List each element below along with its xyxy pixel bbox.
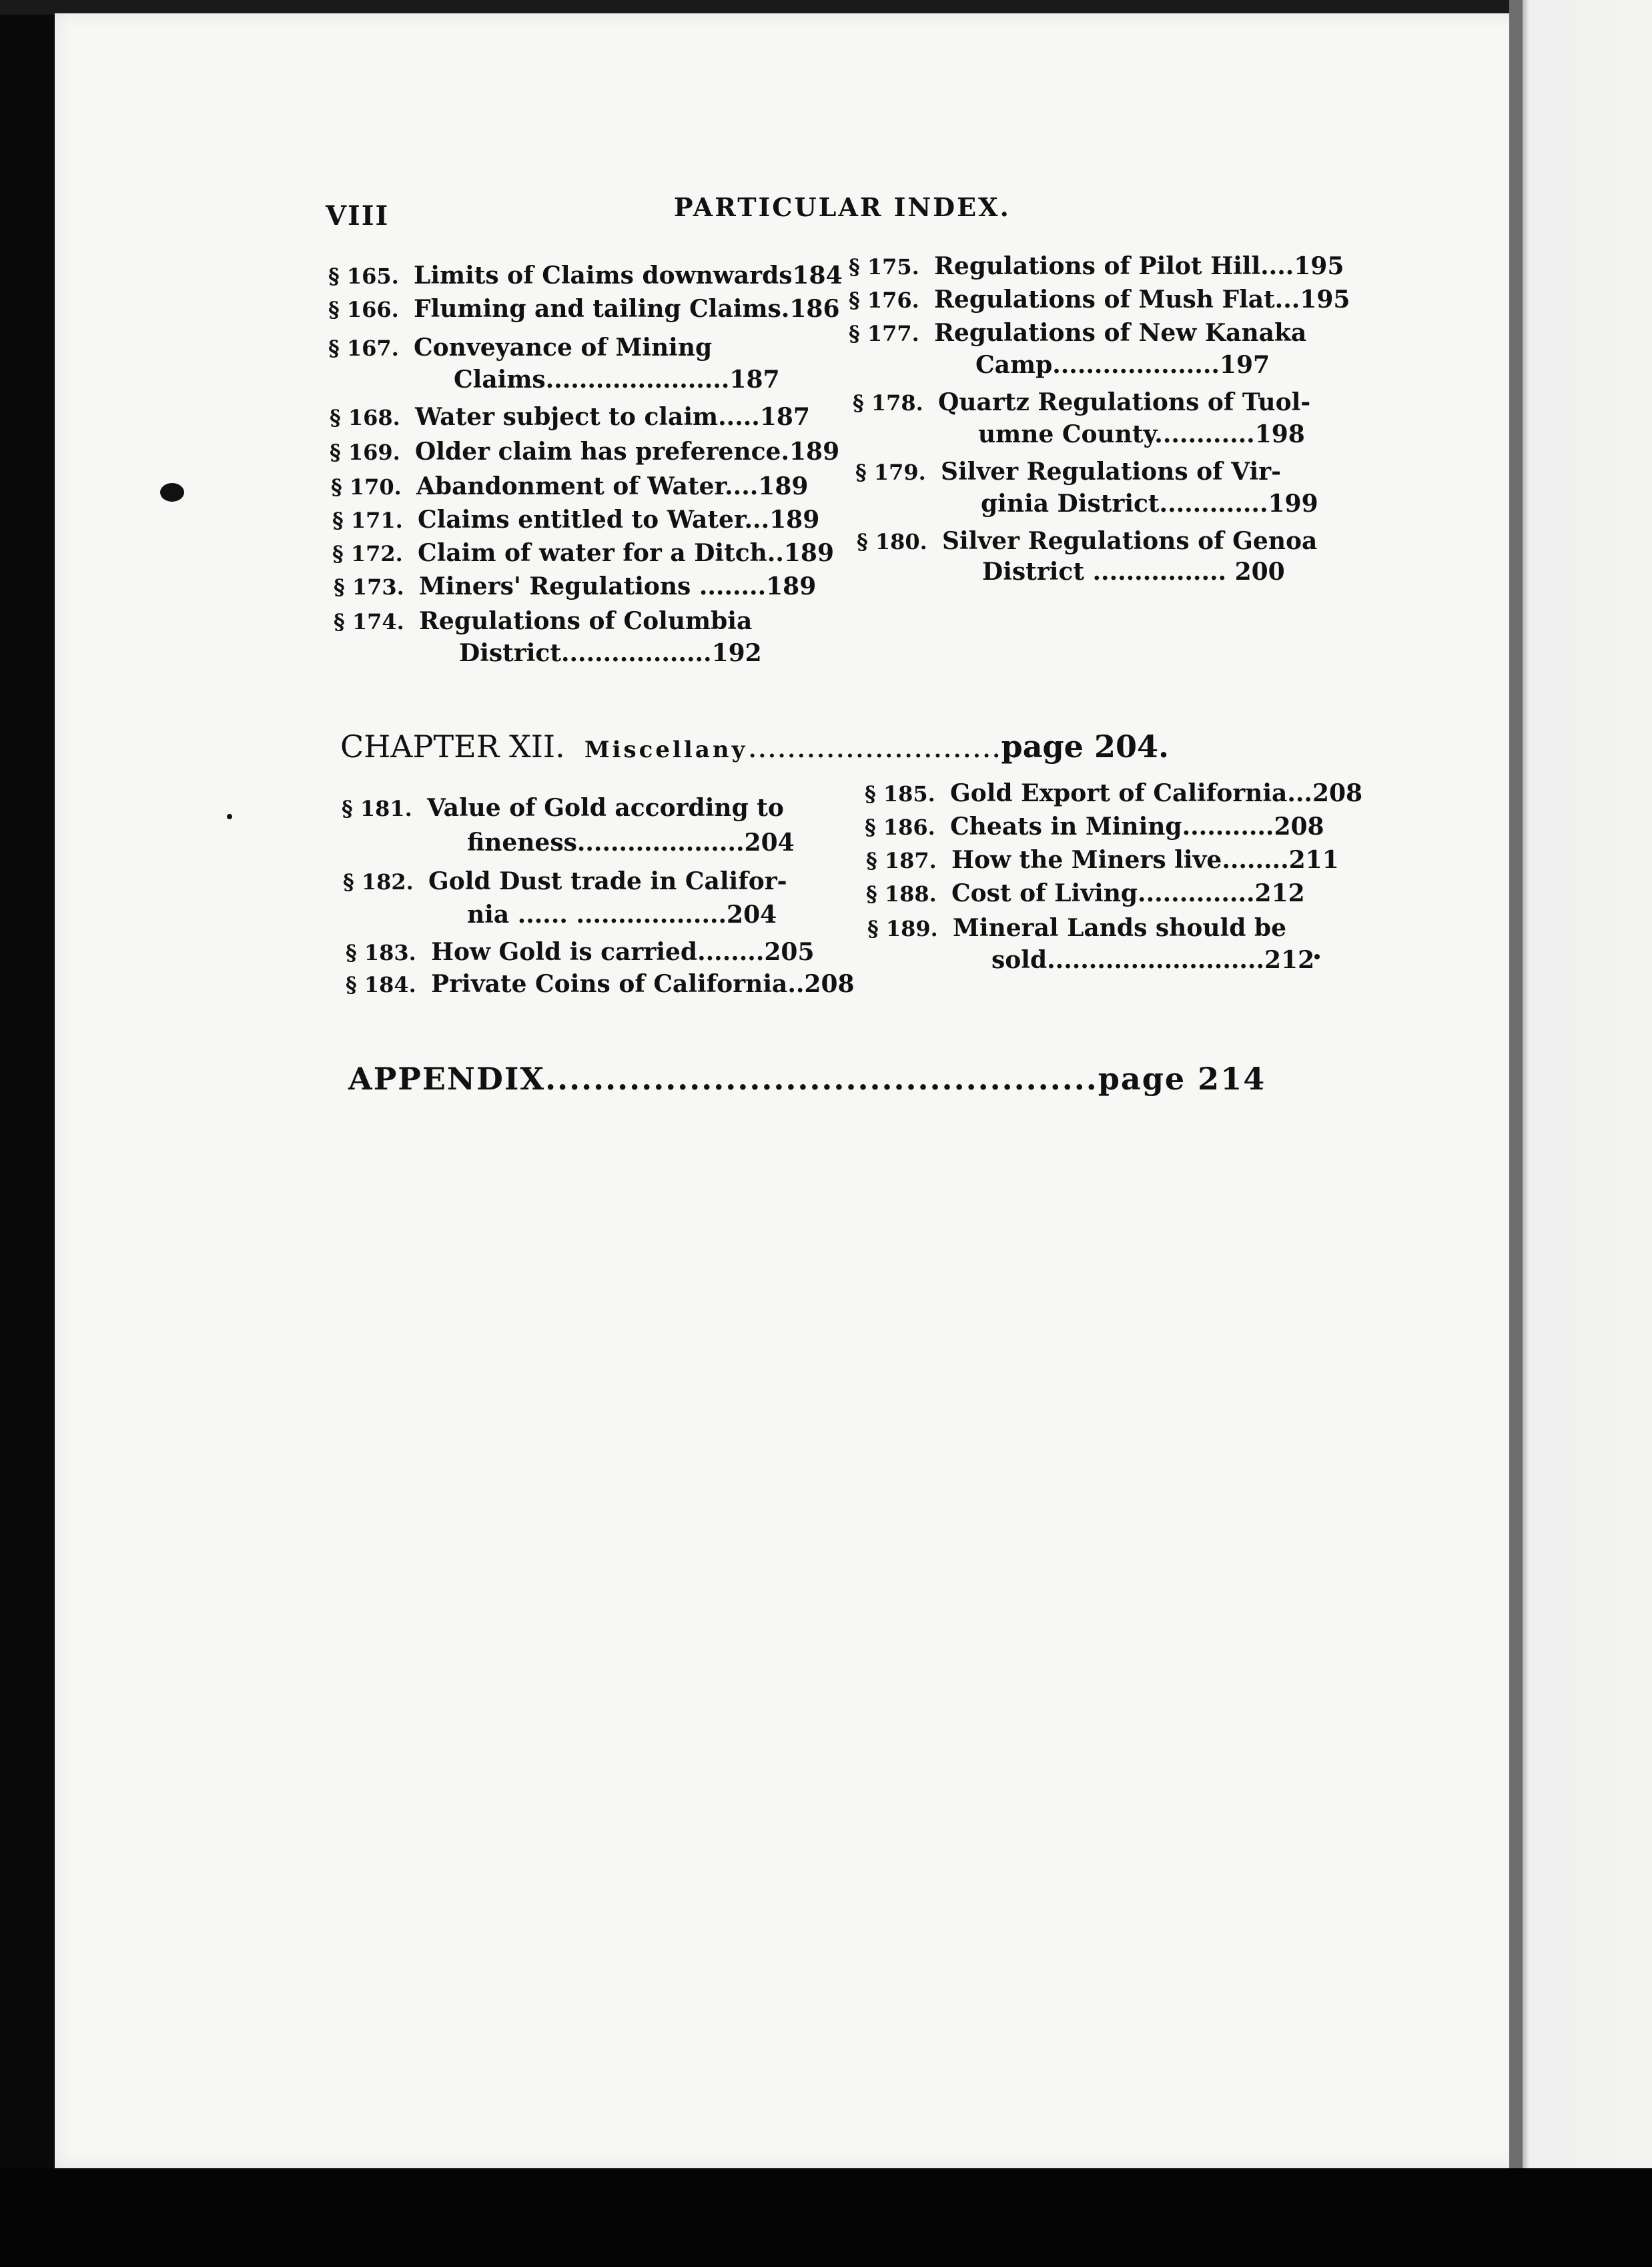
section-number: § 189.: [867, 916, 938, 941]
index-entry: [857, 524, 1317, 558]
entry-continuation: nia ...... ..................204: [467, 901, 777, 929]
ink-speck: [1314, 954, 1320, 959]
section-number: § 178.: [853, 390, 923, 416]
chapter-label: CHAPTER XII.: [340, 729, 565, 765]
ink-blot: [160, 483, 184, 502]
entry-continuation: ginia District.............199: [981, 490, 1318, 518]
index-entry: [865, 810, 1324, 844]
appendix-page: page 214: [1098, 1061, 1266, 1097]
entry-text: Private Coins of California..208: [431, 970, 855, 998]
index-entry: [332, 536, 834, 570]
entry-continuation: fineness....................204: [467, 829, 795, 857]
section-number: § 177.: [849, 321, 919, 346]
index-entry: [855, 455, 1281, 489]
section-number: § 186.: [865, 815, 935, 840]
section-number: § 188.: [866, 881, 937, 907]
entry-text: Older claim has preference.189: [415, 438, 840, 466]
index-entry: [331, 470, 808, 504]
ink-speck: [227, 814, 232, 819]
scan-bottom-edge: [0, 2168, 1652, 2267]
entry-text: How the Miners live........211: [951, 846, 1339, 874]
section-number: § 181.: [342, 796, 412, 821]
entry-text: Regulations of Columbia: [419, 607, 753, 635]
index-entry: [853, 386, 1310, 420]
scan-top-edge: [0, 0, 1652, 15]
section-number: § 179.: [855, 460, 926, 485]
section-number: § 173.: [334, 574, 404, 600]
section-number: § 165.: [328, 264, 399, 289]
index-entry: [328, 331, 712, 365]
index-entry: [332, 503, 819, 537]
entry-continuation: umne County............198: [978, 420, 1305, 448]
section-number: § 183.: [346, 940, 416, 965]
entry-text: Silver Regulations of Genoa: [942, 527, 1318, 555]
section-number: § 182.: [343, 869, 414, 895]
entry-continuation: Camp....................197: [975, 351, 1270, 379]
index-entry: [849, 250, 1344, 284]
entry-text: Cheats in Mining...........208: [950, 813, 1324, 841]
entry-text: Gold Dust trade in Califor-: [428, 867, 787, 895]
index-entry: [849, 283, 1350, 317]
entry-text: Cost of Living..............212: [951, 879, 1305, 907]
chapter-name: Miscellany: [584, 737, 748, 763]
chapter-heading: [340, 729, 1169, 765]
index-entry: [334, 570, 816, 604]
entry-continuation: Claims......................187: [454, 366, 780, 394]
entry-text: Mineral Lands should be: [953, 914, 1286, 942]
entry-text: Regulations of Pilot Hill....195: [934, 252, 1344, 280]
section-number: § 168.: [330, 405, 400, 430]
section-number: § 170.: [331, 474, 402, 500]
index-entry: [330, 435, 839, 469]
page-title: PARTICULAR INDEX.: [674, 192, 1011, 222]
entry-text: Limits of Claims downwards184: [414, 262, 843, 290]
index-entry: [328, 259, 843, 293]
index-entry: [866, 843, 1339, 877]
index-entry: [343, 865, 787, 899]
entry-text: Quartz Regulations of Tuol-: [938, 388, 1311, 416]
entry-text: Water subject to claim.....187: [415, 403, 810, 431]
entry-text: Conveyance of Mining: [414, 334, 713, 362]
section-number: § 167.: [328, 336, 399, 361]
section-number: § 175.: [849, 254, 919, 280]
entry-text: Regulations of New Kanaka: [934, 319, 1307, 347]
section-number: § 169.: [330, 440, 400, 465]
appendix-label: APPENDIX: [348, 1061, 546, 1097]
entry-text: Claim of water for a Ditch..189: [418, 539, 835, 567]
section-number: § 172.: [332, 541, 403, 566]
entry-text: Silver Regulations of Vir-: [941, 458, 1282, 486]
section-number: § 184.: [346, 972, 416, 997]
section-number: § 187.: [866, 848, 937, 873]
index-entry: [346, 967, 855, 1001]
index-entry: [330, 400, 810, 434]
leader-dots: ..........................: [747, 729, 1001, 765]
leader-dots: ..............................................: [545, 1061, 1098, 1097]
section-number: § 185.: [865, 781, 935, 807]
entry-text: Abandonment of Water....189: [416, 472, 809, 500]
index-entry: [328, 292, 840, 326]
page-gutter: [1509, 0, 1524, 2195]
entry-text: Fluming and tailing Claims.186: [414, 295, 840, 323]
index-entry: [866, 877, 1305, 911]
entry-text: Miners' Regulations ........189: [419, 572, 817, 600]
index-entry: [867, 911, 1286, 945]
index-entry: [334, 604, 752, 638]
index-entry: [346, 935, 815, 969]
index-entry: [865, 777, 1362, 811]
section-number: § 174.: [334, 609, 404, 634]
section-number: § 176.: [849, 288, 919, 313]
page-number: VIII: [326, 200, 390, 232]
entry-text: Gold Export of California...208: [950, 779, 1363, 807]
index-entry: [849, 316, 1306, 350]
section-number: § 171.: [332, 508, 403, 533]
section-number: § 180.: [857, 529, 927, 554]
section-number: § 166.: [328, 297, 399, 322]
entry-text: Regulations of Mush Flat...195: [934, 286, 1350, 314]
facing-page-edge: [1523, 0, 1652, 2195]
entry-text: How Gold is carried........205: [431, 938, 815, 966]
entry-text: Claims entitled to Water...189: [418, 506, 820, 534]
appendix-heading: [348, 1061, 1266, 1097]
chapter-page: page 204.: [1001, 729, 1169, 765]
entry-continuation: District ................ 200: [982, 558, 1285, 586]
entry-text: Value of Gold according to: [427, 794, 784, 822]
entry-continuation: District..................192: [459, 639, 762, 667]
index-entry: [342, 791, 784, 825]
entry-continuation: sold..........................212: [991, 946, 1315, 974]
